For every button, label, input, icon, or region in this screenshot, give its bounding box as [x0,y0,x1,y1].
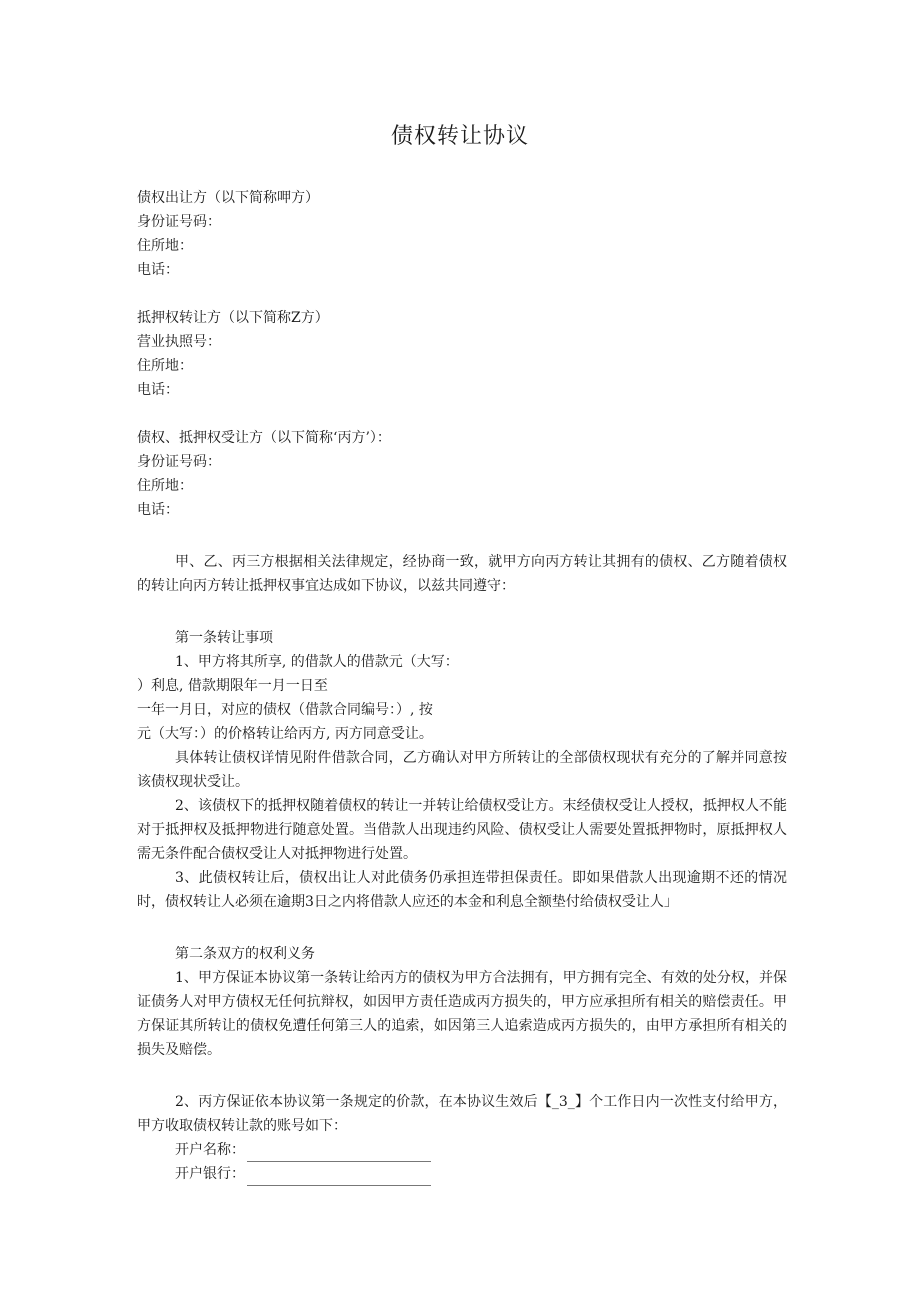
article-1-item-1-line-4: 元（大写：）的价格转让给丙方, 丙方同意受让。 [137,726,433,742]
party-b-license-label: 营业执照号： [137,334,221,350]
party-a-address-label: 住所地： [137,238,193,254]
account-name-row [137,1138,787,1162]
party-c-block [137,426,787,522]
party-a-block [137,186,787,282]
party-c-id-label: 身份证号码： [137,454,221,470]
party-b-address-label: 住所地： [137,358,193,374]
article-1-item-1-detail: 具体转让债权详情见附件借款合同，乙方确认对甲方所转让的全部债权现状有充分的了解并同意按该债权现状受让。 [137,750,787,790]
article-1-heading: 第一条转让事项 [175,630,273,646]
party-a-phone-label: 电话： [137,262,179,278]
article-1-item-1-line-3: 一年一月日，对应的债权（借款合同编号：）, 按 [137,702,433,718]
article-1-item-1-line-2: ）利息, 借款期限年一月一日至 [137,678,328,694]
party-b-phone-label: 电话： [137,382,179,398]
party-c-heading: 债权、抵押权受让方（以下简称‘丙方’）： [137,430,391,446]
account-name-label: 开户名称： [175,1142,245,1158]
preamble-paragraph: 甲、乙、丙三方根据相关法律规定，经协商一致，就甲方向丙方转让其拥有的债权、乙方随着债权的转让向丙方转让抵押权事宜达成如下协议，以兹共同遵守： [137,554,787,594]
article-1-item-2: 2、该债权下的抵押权随着债权的转让一并转让给债权受让方。末经债权受让人授权，抵押权人不能对于抵押权及抵押物进行随意处置。当借款人出现违约风险、债权受让人需要处置抵押物时，原抵押权人需无条件配合债权受让人对抵押物进行处置。 [137,798,787,862]
document-body [137,186,787,1186]
party-c-address-label: 住所地： [137,478,193,494]
spacer [137,402,787,426]
account-name-blank-line [247,1144,431,1162]
party-c-phone-label: 电话： [137,502,179,518]
article-2-item-1: 1、甲方保证本协议第一条转让给丙方的债权为甲方合法拥有，甲方拥有完全、有效的处分权，并保证债务人对甲方债权无任何抗辩权，如因甲方责任造成丙方损失的，甲方应承担所有相关的赔偿责任。甲方保证其所转让的债权免遭任何第三人的追索，如因第三人追索造成丙方损失的，由甲方承担所有相关的损失及赔偿。 [137,970,787,1058]
bank-row [137,1162,787,1186]
spacer [137,282,787,306]
article-2-item-2: 2、丙方保证依本协议第一条规定的价款，在本协议生效后【_3_】个工作日内一次性支付给甲方，甲方收取债权转让款的账号如下： [137,1094,787,1134]
bank-label: 开户银行： [175,1166,245,1182]
article-2-heading: 第二条双方的权利义务 [175,946,315,962]
spacer [137,522,787,550]
party-a-id-label: 身份证号码： [137,214,221,230]
spacer [137,598,787,626]
party-b-block [137,306,787,402]
party-b-heading: 抵押权转让方（以下简称Z方） [137,310,329,326]
article-1-item-1-line-1: 1、甲方将其所享, 的借款人的借款元（大写： [175,654,459,670]
document-title: 债权转让协议 [390,124,529,149]
article-1-item-3: 3、此债权转让后，债权出让人对此债务仍承担连带担保责任。即如果借款人出现逾期不还的情况时，债权转让人必须在逾期3日之内将借款人应还的本金和利息全额垫付给债权受让人」 [137,870,787,910]
spacer [137,914,787,942]
spacer [137,1062,787,1090]
bank-blank-line [247,1168,431,1186]
party-a-heading: 债权出让方（以下简称呷方） [137,190,319,206]
